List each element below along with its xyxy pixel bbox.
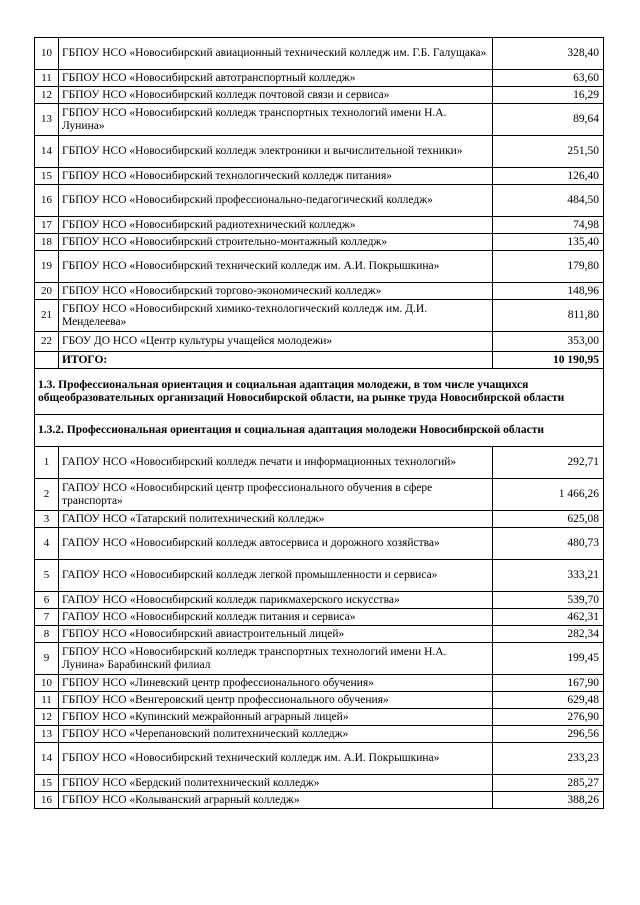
table-row <box>35 300 604 332</box>
table-row <box>35 234 604 251</box>
row-number: 17 <box>35 217 59 234</box>
row-number: 5 <box>35 560 59 592</box>
section-heading-row <box>35 369 604 415</box>
row-number: 13 <box>35 726 59 743</box>
table-row <box>35 511 604 528</box>
amount-value: 199,45 <box>493 643 604 675</box>
institution-name: ГБПОУ НСО «Новосибирский радиотехнический колледж» <box>59 217 493 234</box>
institution-name: ГБПОУ НСО «Новосибирский автотранспортный колледж» <box>59 70 493 87</box>
row-number: 19 <box>35 251 59 283</box>
institution-name: ГБПОУ НСО «Купинский межрайонный аграрный лицей» <box>59 709 493 726</box>
table-row <box>35 592 604 609</box>
section-headings <box>35 369 604 447</box>
amount-value: 811,80 <box>493 300 604 332</box>
row-number: 11 <box>35 70 59 87</box>
row-number: 20 <box>35 283 59 300</box>
row-number: 7 <box>35 609 59 626</box>
section-a-total <box>35 352 604 369</box>
table-row <box>35 136 604 168</box>
total-number-cell <box>35 352 59 369</box>
row-number: 9 <box>35 643 59 675</box>
section-heading-1-3: 1.3. Профессиональная ориентация и социальная адаптация молодежи, в том числе учащихся общеобразовательных организаций Новосибирской области, на рынке труда Новосибирской области <box>35 369 604 415</box>
table-row <box>35 560 604 592</box>
amount-value: 167,90 <box>493 675 604 692</box>
table-row <box>35 528 604 560</box>
row-number: 14 <box>35 743 59 775</box>
row-number: 18 <box>35 234 59 251</box>
amount-value: 251,50 <box>493 136 604 168</box>
institution-name: ГБПОУ НСО «Черепановский политехнический колледж» <box>59 726 493 743</box>
row-number: 12 <box>35 87 59 104</box>
institution-name: ГБПОУ НСО «Новосибирский технологический колледж питания» <box>59 168 493 185</box>
institution-name: ГБПОУ НСО «Новосибирский торгово-экономический колледж» <box>59 283 493 300</box>
row-number: 12 <box>35 709 59 726</box>
institution-name: ГБПОУ НСО «Новосибирский химико-технологический колледж им. Д.И. Менделеева» <box>59 300 493 332</box>
total-value: 10 190,95 <box>493 352 604 369</box>
institution-name: ГАПОУ НСО «Новосибирский колледж автосервиса и дорожного хозяйства» <box>59 528 493 560</box>
table-row <box>35 792 604 809</box>
amount-value: 539,70 <box>493 592 604 609</box>
institution-name: ГБПОУ НСО «Колыванский аграрный колледж» <box>59 792 493 809</box>
row-number: 8 <box>35 626 59 643</box>
table-row <box>35 709 604 726</box>
amount-value: 285,27 <box>493 775 604 792</box>
row-number: 3 <box>35 511 59 528</box>
row-number: 16 <box>35 792 59 809</box>
row-number: 16 <box>35 185 59 217</box>
row-number: 11 <box>35 692 59 709</box>
amount-value: 353,00 <box>493 332 604 352</box>
row-number: 1 <box>35 447 59 479</box>
table-row <box>35 185 604 217</box>
institution-name: ГБПОУ НСО «Новосибирский колледж электроники и вычислительной техники» <box>59 136 493 168</box>
institution-name: ГАПОУ НСО «Новосибирский колледж парикмахерского искусства» <box>59 592 493 609</box>
row-number: 21 <box>35 300 59 332</box>
institution-name: ГБПОУ НСО «Новосибирский строительно-монтажный колледж» <box>59 234 493 251</box>
amount-value: 282,34 <box>493 626 604 643</box>
amount-value: 126,40 <box>493 168 604 185</box>
amount-value: 333,21 <box>493 560 604 592</box>
institution-name: ГАПОУ НСО «Татарский политехнический колледж» <box>59 511 493 528</box>
row-number: 15 <box>35 168 59 185</box>
section-b-rows <box>35 447 604 809</box>
row-number: 15 <box>35 775 59 792</box>
table-row <box>35 251 604 283</box>
table-row <box>35 38 604 70</box>
amount-value: 484,50 <box>493 185 604 217</box>
row-number: 6 <box>35 592 59 609</box>
amount-value: 16,29 <box>493 87 604 104</box>
table-row <box>35 643 604 675</box>
table-row <box>35 283 604 300</box>
institution-name: ГБПОУ НСО «Новосибирский технический колледж им. А.И. Покрышкина» <box>59 251 493 283</box>
amount-value: 1 466,26 <box>493 479 604 511</box>
amount-value: 276,90 <box>493 709 604 726</box>
row-number: 4 <box>35 528 59 560</box>
amount-value: 296,56 <box>493 726 604 743</box>
institution-name: ГБОУ ДО НСО «Центр культуры учащейся молодежи» <box>59 332 493 352</box>
table-row <box>35 87 604 104</box>
amount-value: 74,98 <box>493 217 604 234</box>
table-row <box>35 447 604 479</box>
amount-value: 233,23 <box>493 743 604 775</box>
row-number: 22 <box>35 332 59 352</box>
institution-name: ГАПОУ НСО «Новосибирский колледж легкой промышленности и сервиса» <box>59 560 493 592</box>
amount-value: 480,73 <box>493 528 604 560</box>
table-row <box>35 168 604 185</box>
table-row <box>35 675 604 692</box>
institution-name: ГБПОУ НСО «Линевский центр профессионального обучения» <box>59 675 493 692</box>
amount-value: 462,31 <box>493 609 604 626</box>
table-row <box>35 726 604 743</box>
amount-value: 625,08 <box>493 511 604 528</box>
institution-name: ГБПОУ НСО «Бердский политехнический колледж» <box>59 775 493 792</box>
amount-value: 63,60 <box>493 70 604 87</box>
table-row <box>35 217 604 234</box>
total-label: ИТОГО: <box>59 352 493 369</box>
amount-value: 388,26 <box>493 792 604 809</box>
document-page <box>34 37 602 809</box>
total-row <box>35 352 604 369</box>
institution-name: ГАПОУ НСО «Новосибирский колледж печати и информационных технологий» <box>59 447 493 479</box>
institution-name: ГБПОУ НСО «Новосибирский колледж транспортных технологий имени Н.А. Лунина» Барабинский филиал <box>59 643 493 675</box>
institution-name: ГАПОУ НСО «Новосибирский центр профессионального обучения в сфере транспорта» <box>59 479 493 511</box>
amount-value: 135,40 <box>493 234 604 251</box>
budget-table <box>34 37 604 809</box>
table-row <box>35 775 604 792</box>
section-a-rows <box>35 38 604 352</box>
table-row <box>35 626 604 643</box>
row-number: 13 <box>35 104 59 136</box>
amount-value: 179,80 <box>493 251 604 283</box>
institution-name: ГБПОУ НСО «Новосибирский профессионально-педагогический колледж» <box>59 185 493 217</box>
row-number: 2 <box>35 479 59 511</box>
institution-name: ГБПОУ НСО «Новосибирский авиационный технический колледж им. Г.Б. Галущака» <box>59 38 493 70</box>
table-row <box>35 332 604 352</box>
institution-name: ГБПОУ НСО «Новосибирский технический колледж им. А.И. Покрышкина» <box>59 743 493 775</box>
table-row <box>35 692 604 709</box>
institution-name: ГБПОУ НСО «Новосибирский колледж почтовой связи и сервиса» <box>59 87 493 104</box>
institution-name: ГБПОУ НСО «Новосибирский авиастроительный лицей» <box>59 626 493 643</box>
table-row <box>35 743 604 775</box>
amount-value: 292,71 <box>493 447 604 479</box>
amount-value: 89,64 <box>493 104 604 136</box>
institution-name: ГАПОУ НСО «Новосибирский колледж питания и сервиса» <box>59 609 493 626</box>
institution-name: ГБПОУ НСО «Венгеровский центр профессионального обучения» <box>59 692 493 709</box>
table-row <box>35 479 604 511</box>
amount-value: 148,96 <box>493 283 604 300</box>
table-row <box>35 70 604 87</box>
institution-name: ГБПОУ НСО «Новосибирский колледж транспортных технологий имени Н.А. Лунина» <box>59 104 493 136</box>
row-number: 10 <box>35 38 59 70</box>
subsection-heading-1-3-2: 1.3.2. Профессиональная ориентация и социальная адаптация молодежи Новосибирской области <box>35 415 604 447</box>
row-number: 10 <box>35 675 59 692</box>
table-row <box>35 104 604 136</box>
amount-value: 629,48 <box>493 692 604 709</box>
table-row <box>35 609 604 626</box>
subsection-heading-row <box>35 415 604 447</box>
amount-value: 328,40 <box>493 38 604 70</box>
row-number: 14 <box>35 136 59 168</box>
